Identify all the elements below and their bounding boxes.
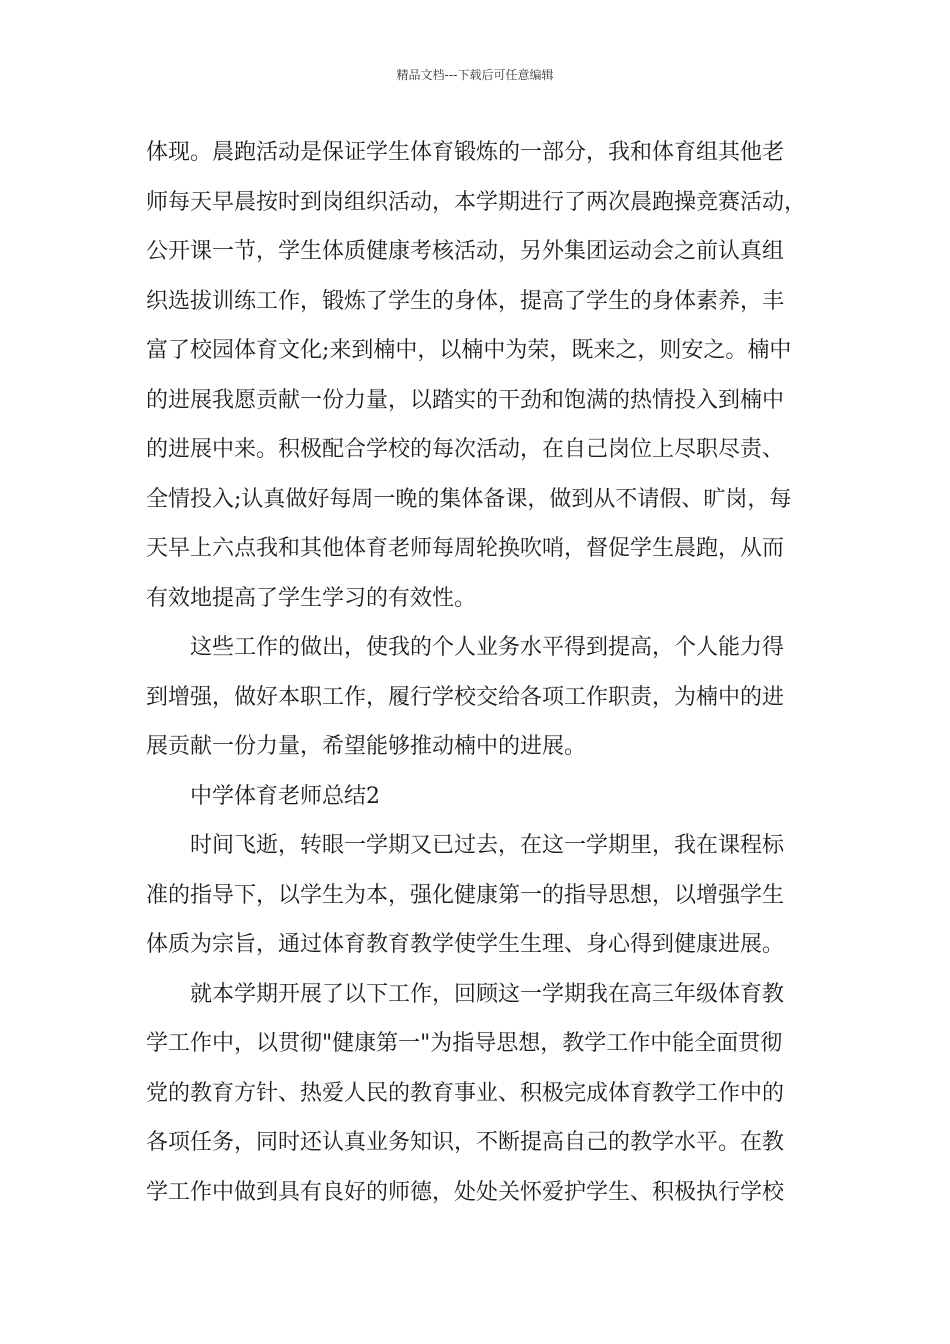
text-line: 天早上六点我和其他体育老师每周轮换吹哨，督促学生晨跑，从而 — [146, 536, 785, 561]
text-line: 的进展我愿贡献一份力量，以踏实的干劲和饱满的热情投入到楠中 — [146, 387, 785, 413]
text-line: 各项任务，同时还认真业务知识，不断提高自己的教学水平。在教 — [146, 1130, 785, 1155]
text-line: 学工作中，以贯彻"健康第一"为指导思想，教学工作中能全面贯彻 — [146, 1031, 783, 1056]
text-line: 全情投入;认真做好每周一晚的集体备课，做到从不请假、旷岗，每 — [146, 486, 792, 512]
text-line: 师每天早晨按时到岗组织活动，本学期进行了两次晨跑操竞赛活动， — [146, 189, 807, 215]
text-line: 展贡献一份力量，希望能够推动楠中的进展。 — [146, 734, 587, 759]
text-line: 到增强，做好本职工作，履行学校交给各项工作职责，为楠中的进 — [146, 684, 785, 710]
paragraph-start-line: 时间飞逝，转眼一学期又已过去，在这一学期里，我在课程标 — [190, 833, 785, 858]
text-line: 富了校园体育文化;来到楠中，以楠中为荣，既来之，则安之。楠中 — [146, 338, 792, 363]
text-line: 体质为宗旨，通过体育教育教学使学生生理、身心得到健康进展。 — [146, 932, 785, 957]
text-line: 体现。晨跑活动是保证学生体育锻炼的一部分，我和体育组其他老 — [146, 140, 785, 165]
text-line: 的进展中来。积极配合学校的每次活动，在自己岗位上尽职尽责、 — [146, 437, 785, 462]
page-header: 精品文档---下载后可任意编辑 — [396, 68, 554, 82]
paragraph-start-line: 就本学期开展了以下工作，回顾这一学期我在高三年级体育教 — [190, 981, 785, 1007]
text-line: 准的指导下，以学生为本，强化健康第一的指导思想，以增强学生 — [146, 882, 785, 908]
document-body — [146, 128, 836, 1217]
text-line: 党的教育方针、热爱人民的教育事业、积极完成体育教学工作中的 — [146, 1080, 785, 1106]
text-line: 有效地提高了学生学习的有效性。 — [146, 585, 477, 611]
text-line: 织选拔训练工作，锻炼了学生的身体，提高了学生的身体素养，丰 — [146, 288, 785, 314]
section-heading: 中学体育老师总结2 — [190, 783, 380, 809]
paragraph-start-line: 这些工作的做出，使我的个人业务水平得到提高，个人能力得 — [190, 635, 785, 660]
text-line: 公开课一节，学生体质健康考核活动，另外集团运动会之前认真组 — [146, 239, 785, 264]
text-line: 学工作中做到具有良好的师德，处处关怀爱护学生、积极执行学校 — [146, 1179, 785, 1205]
